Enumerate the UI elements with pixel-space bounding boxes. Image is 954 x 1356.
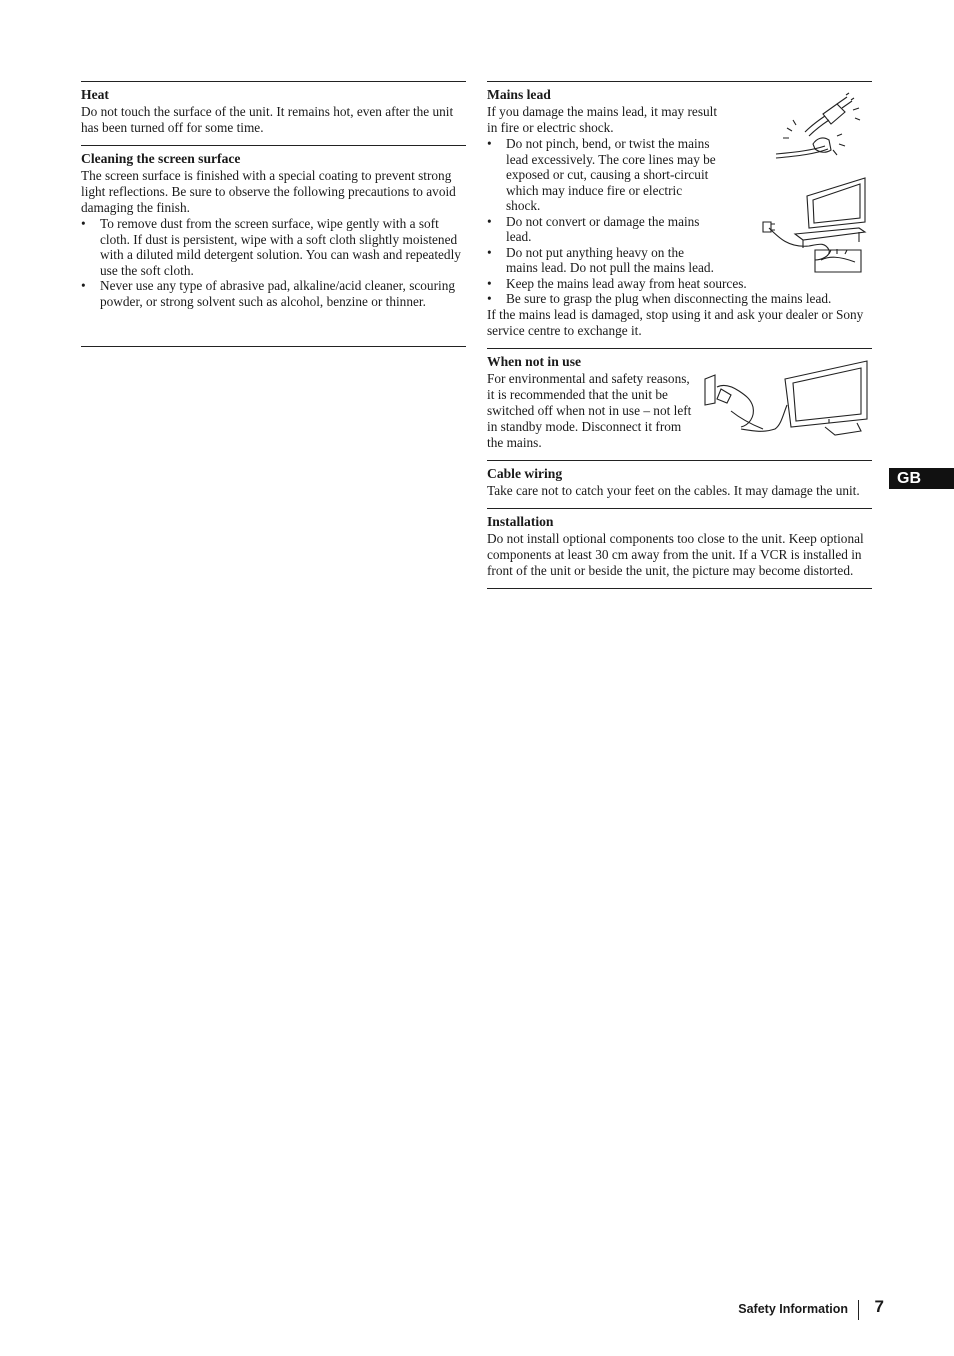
list-item: • Do not put anything heavy on the mains lead. Do not pull the mains lead.	[487, 244, 714, 275]
mains-lead-section	[487, 81, 872, 348]
left-column	[81, 81, 466, 347]
damaged-plug-illustration	[773, 92, 865, 166]
list-item: • Never use any type of abrasive pad, alkaline/acid cleaner, scouring powder, or strong solvent such as alcohol, benzine or thinner.	[81, 278, 456, 309]
mains-lead-bullets-wide	[487, 276, 872, 307]
when-not-in-use-title: When not in use	[487, 353, 582, 369]
cleaning-bullets	[81, 216, 466, 309]
section-divider	[81, 346, 466, 347]
list-item: • Be sure to grasp the plug when disconnecting the mains lead.	[487, 291, 832, 306]
installation-section	[487, 508, 872, 588]
right-column	[487, 81, 872, 589]
language-tab: GB	[889, 468, 954, 489]
footer-section-name: Safety Information	[738, 1302, 848, 1316]
heat-title: Heat	[81, 87, 109, 102]
tv-with-weighted-lead-illustration	[759, 176, 867, 276]
cable-wiring-text: Take care not to catch your feet on the cables. It may damage the unit.	[487, 482, 860, 498]
installation-title: Installation	[487, 513, 554, 529]
when-not-in-use-text: For environmental and safety reasons, it is recommended that the unit be switched off when not in use – not left in standby mode. Disconnect it from the mains.	[487, 370, 692, 450]
heat-text: Do not touch the surface of the unit. It remains hot, even after the unit has been turned off for some time.	[81, 104, 454, 135]
footer-separator	[858, 1300, 859, 1320]
mains-lead-closing: If the mains lead is damaged, stop using it and ask your dealer or Sony service centre to exchange it.	[487, 306, 864, 338]
list-item: • Do not convert or damage the mains lead.	[487, 213, 700, 244]
when-not-in-use-section	[487, 348, 872, 460]
cable-wiring-section	[487, 460, 872, 508]
heat-section	[81, 81, 466, 145]
section-divider	[487, 588, 872, 589]
mains-lead-bullets	[487, 136, 719, 276]
list-item: • Do not pinch, bend, or twist the mains lead excessively. The core lines may be exposed or cut, causing a short-circuit which may induce fire or electric shock.	[487, 136, 716, 213]
page-number: 7	[874, 1297, 884, 1316]
mains-lead-text: If you damage the mains lead, it may result in fire or electric shock.	[487, 104, 718, 135]
cable-wiring-title: Cable wiring	[487, 465, 563, 481]
page-footer	[700, 1296, 890, 1324]
list-item: • Keep the mains lead away from heat sources.	[487, 275, 747, 291]
cleaning-section	[81, 145, 466, 346]
installation-text: Do not install optional components too close to the unit. Keep optional components at least 30 cm away from the unit. If a VCR is installed in front of the unit or beside the unit, the picture may become distorted.	[487, 530, 864, 578]
unplug-tv-illustration	[701, 359, 871, 439]
cleaning-text: The screen surface is finished with a special coating to prevent strong light reflections. Be sure to observe the following precautions to avoid damaging the finish.	[81, 168, 456, 215]
cleaning-title: Cleaning the screen surface	[81, 151, 241, 166]
mains-lead-title: Mains lead	[487, 87, 551, 102]
list-item: • To remove dust from the screen surface, wipe gently with a soft cloth. If dust is persistent, wipe with a soft cloth slightly moistened with a diluted mild detergent solution. You can wash and repeatedly use the soft cloth.	[81, 216, 461, 278]
